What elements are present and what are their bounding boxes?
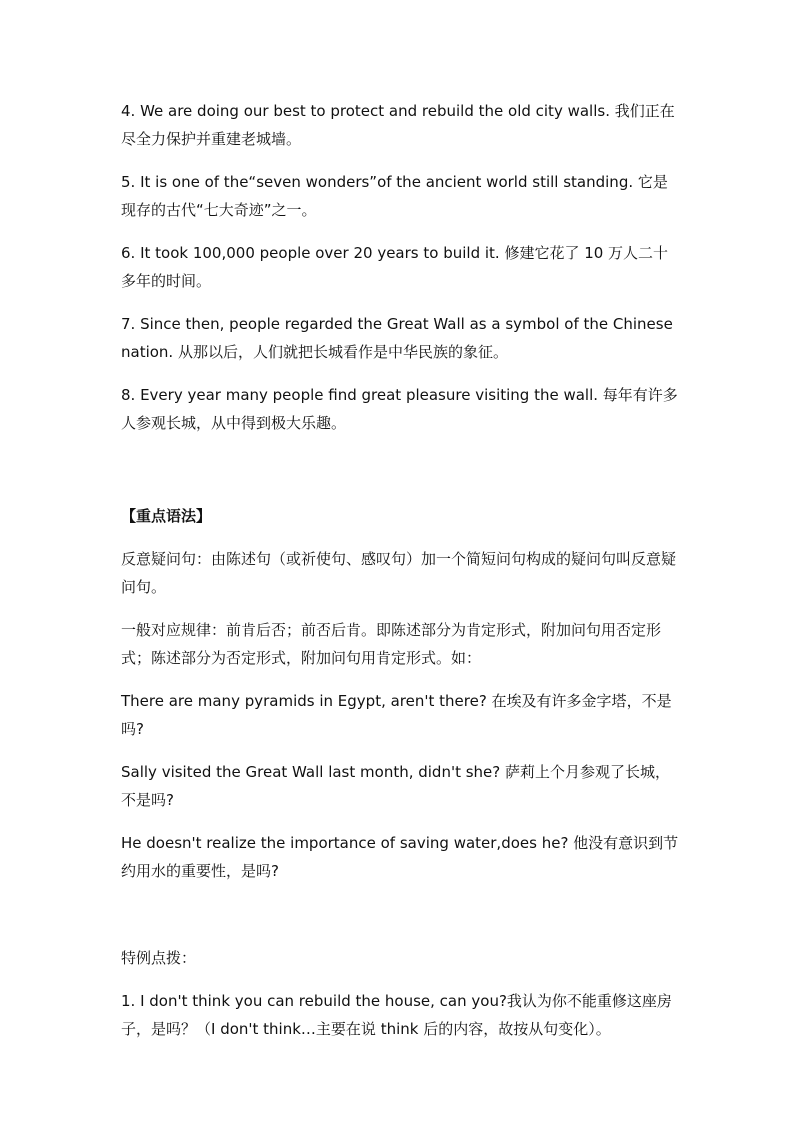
grammar-example-3: He doesn't realize the importance of saving water,does he? 他没有意识到节约用水的重要性，是吗? bbox=[121, 834, 679, 880]
spacer bbox=[121, 900, 681, 944]
grammar-definition: 反意疑问句：由陈述句（或祈使句、感叹句）加一个简短问句构成的疑问句叫反意疑问句。 bbox=[121, 550, 677, 596]
grammar-rule: 一般对应规律：前肯后否；前否后肯。即陈述部分为肯定形式，附加问句用否定形式；陈述部分为否定形式，附加问句用肯定形式。如： bbox=[121, 621, 662, 667]
document-page bbox=[121, 97, 681, 1058]
grammar-example-1: There are many pyramids in Egypt, aren't there? 在埃及有许多金字塔，不是吗? bbox=[121, 692, 672, 738]
sentence-8: 8. Every year many people find great pleasure visiting the wall. 每年有许多人参观长城，从中得到极大乐趣。 bbox=[121, 386, 678, 432]
special-item-1: 1. I don't think you can rebuild the house, can you?我认为你不能重修这座房子，是吗？（I don't think…主要在说 think 后的内容，故按从句变化）。 bbox=[121, 992, 672, 1038]
sentence-4: 4. We are doing our best to protect and rebuild the old city walls. 我们正在尽全力保护并重建老城墙。 bbox=[121, 102, 675, 148]
sentence-5: 5. It is one of the“seven wonders”of the ancient world still standing. 它是现存的古代“七大奇迹”之一。 bbox=[121, 173, 668, 219]
sentence-7: 7. Since then, people regarded the Great Wall as a symbol of the Chinese nation. 从那以后，人们就把长城看作是中华民族的象征。 bbox=[121, 315, 673, 361]
grammar-heading: 【重点语法】 bbox=[121, 507, 212, 525]
sentence-6: 6. It took 100,000 people over 20 years to build it. 修建它花了 10 万人二十多年的时间。 bbox=[121, 244, 669, 290]
spacer bbox=[121, 452, 681, 502]
special-heading: 特例点拨： bbox=[121, 949, 197, 967]
grammar-example-2: Sally visited the Great Wall last month, didn't she? 萨莉上个月参观了长城，不是吗? bbox=[121, 763, 671, 809]
